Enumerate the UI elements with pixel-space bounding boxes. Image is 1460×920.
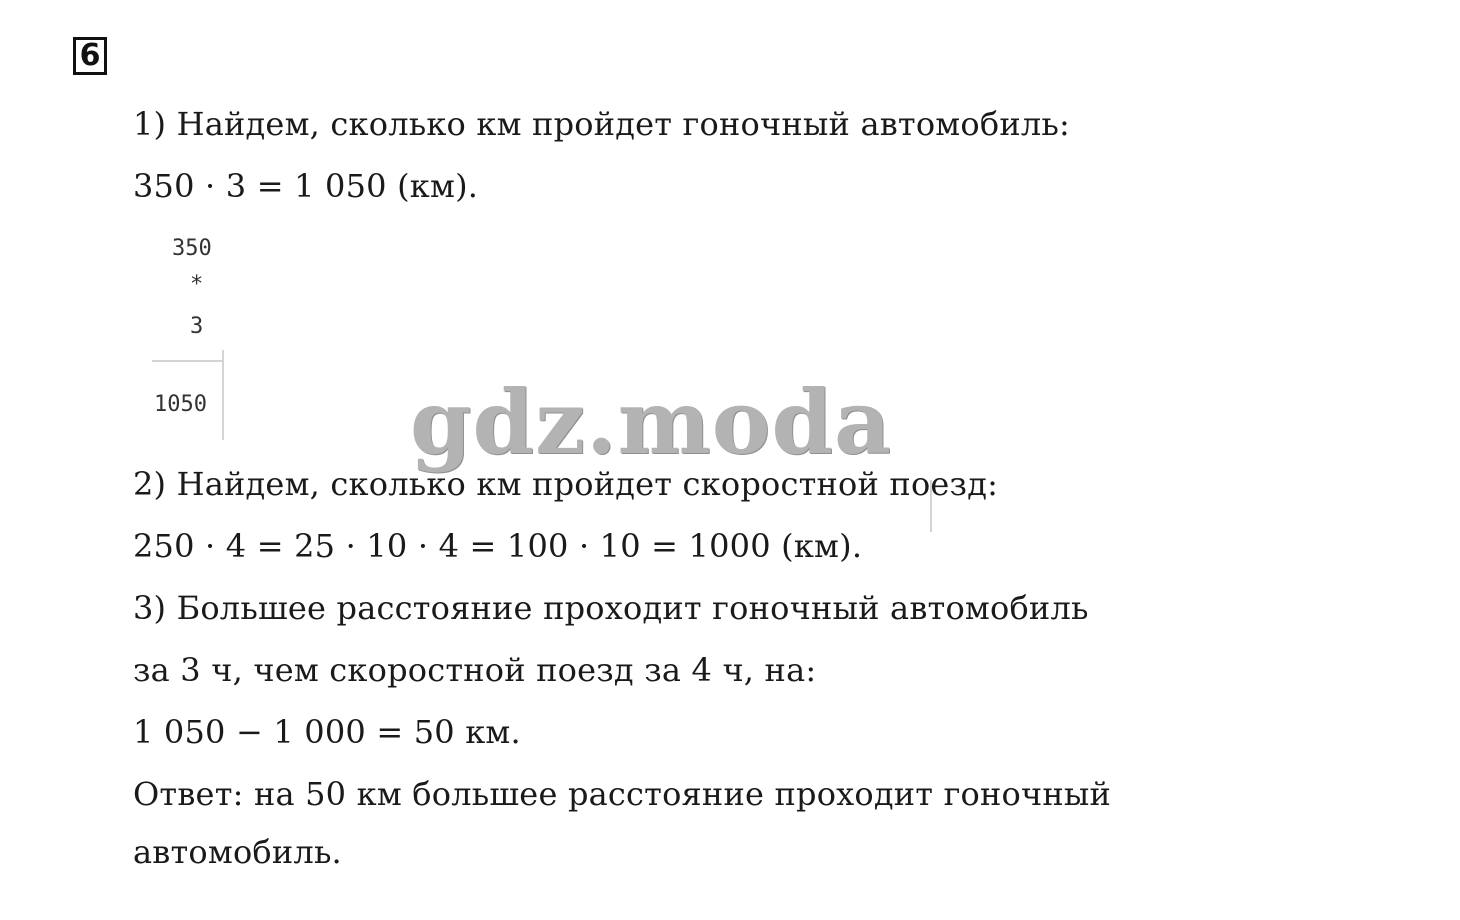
watermark-logo: gdz.moda xyxy=(410,370,893,474)
answer-text: Ответ: на 50 км большее расстояние проходит гоночный xyxy=(133,775,1112,813)
step-3-text-cont: за 3 ч, чем скоростной поезд за 4 ч, на: xyxy=(133,651,817,689)
step-3-text: 3) Большее расстояние проходит гоночный автомобиль xyxy=(133,589,1089,627)
calc-result: 1050 xyxy=(154,392,207,417)
calc-multiplier: 3 xyxy=(190,314,204,339)
answer-text-cont: автомобиль. xyxy=(133,833,342,871)
task-number-badge: 6 xyxy=(73,37,107,75)
faint-guide-line xyxy=(222,350,224,440)
step-1-text: 1) Найдем, сколько км пройдет гоночный автомобиль: xyxy=(133,105,1070,143)
calc-operator: * xyxy=(190,272,204,297)
step-2-text: 2) Найдем, сколько км пройдет скоростной поезд: xyxy=(133,465,999,503)
calc-multiplicand: 350 xyxy=(172,236,212,261)
step-3-equation: 1 050 − 1 000 = 50 км. xyxy=(133,713,521,751)
step-2-equation: 250 · 4 = 25 · 10 · 4 = 100 · 10 = 1000 (км). xyxy=(133,527,863,565)
faint-guide-line xyxy=(152,360,222,362)
step-1-equation: 350 · 3 = 1 050 (км). xyxy=(133,167,479,205)
